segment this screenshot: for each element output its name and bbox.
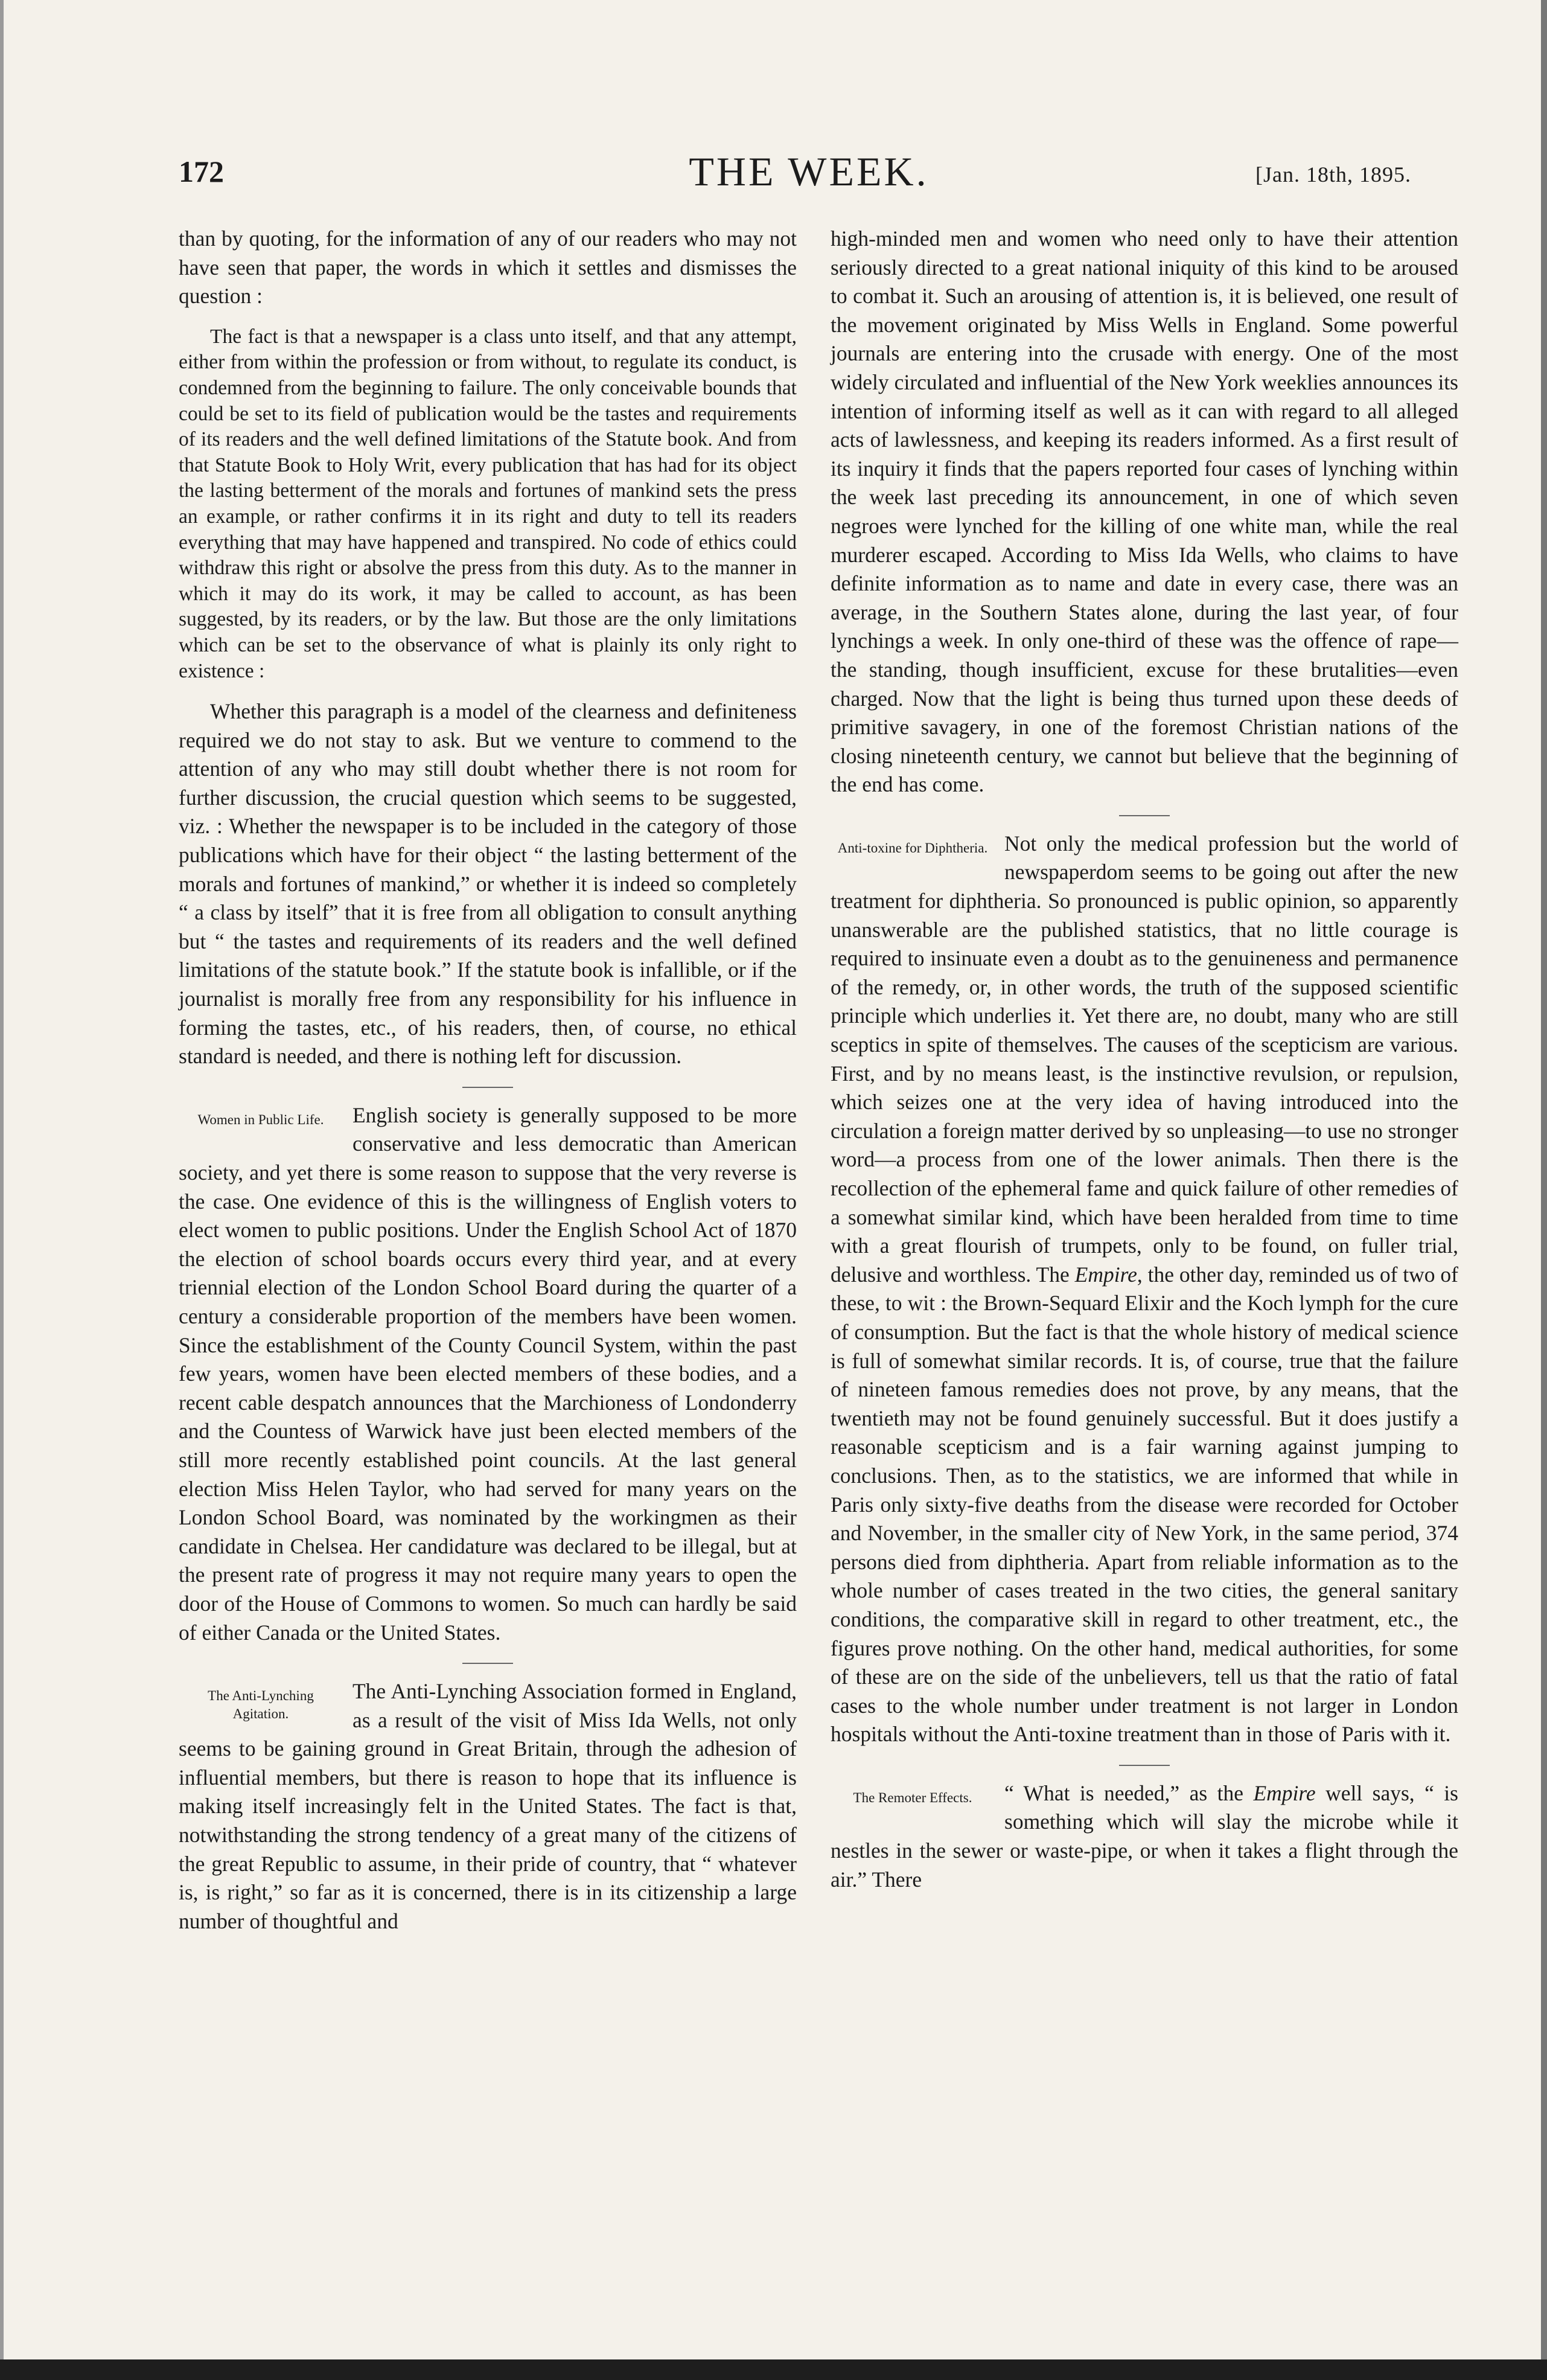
section-divider — [462, 1087, 513, 1088]
masthead-title: THE WEEK. — [689, 149, 929, 194]
section-remoter-effects — [831, 1779, 1458, 1894]
page-edge-bottom — [0, 2359, 1547, 2380]
left-column — [179, 225, 797, 1936]
lynching-continued-paragraph: high-minded men and women who need only to have their attention seriously directed to a great national iniquity of this kind to be aroused to combat it. Such an arousing of attention is, it is believed, one result of the movement originated by Miss Wells in England. Some powerful journals are entering into the crusade with energy. One of the most widely circulated and influential of the New York weeklies announces its intention of informing itself as well as it can with regard to all alleged acts of lawlessness, and keeping its readers informed. As a first result of its inquiry it finds that the papers reported four cases of lynching within the week last preceding its announcement, in one of which seven negroes were lynched for the killing of one white man, while the real murderer escaped. According to Miss Ida Wells, who claims to have definite information as to name and date in every case, there was an average, in the Southern States alone, during the last year, of four lynchings a week. In only one-third of these was the offence of rape—the standing, though insufficient, excuse for these brutalities—even charged. Now that the light is being thus turned upon these deeds of primitive savagery, in one of the foremost Christian nations of the closing nineteenth century, we cannot but believe that the beginning of the end has come. — [831, 226, 1458, 797]
intro-paragraph: than by quoting, for the information of any of our readers who may not have seen that paper, the words in which it settles and dismisses the question : — [179, 226, 797, 309]
side-heading-women: Women in Public Life. — [197, 1112, 324, 1127]
antitoxine-paragraph: Not only the medical profession but the world of newspaperdom seems to be going out after the new treatment for diphtheria. So pronounced is public opinion, so apparently unanswerable are the published statistics, that no little courage is required to insinuate even a doubt as to the genuineness and permanence of the remedy, or, in other words, the truth of the supposed scientific principle which underlies it. Yet there are, no doubt, many who are still sceptics in spite of themselves. The causes of the scepticism are various. First, and by no means least, is the instinctive revulsion, or repulsion, which seizes one at the very idea of having introduced into the circulation a foreign matter derived by so unpleasing—to use no stronger word—a process from one of the lower animals. Then there is the recollection of the ephemeral fame and quick failure of other remedies of a somewhat similar kind, which have been heralded from time to time with a great flourish of trumpets, only to be found, on fuller trial, delusive and worthless. The Empire, the other day, reminded us of two of these, to wit : the Brown-Sequard Elixir and the Koch lymph for the cure of consumption. But the fact is that the whole history of medical science is full of somewhat similar records. It is, of course, true that the failure of nineteen famous remedies does not prove, by any means, that the twentieth may not be found genuinely successful. But it does justify a reasonable scepticism and is a fair warning against jumping to conclusions. Then, as to the statistics, we are informed that while in Paris only sixty-five deaths from the disease were recorded for October and November, in the smaller city of New York, in the same period, 374 persons died from diphtheria. Apart from reliable information as to the whole number of cases treated in the two cities, the general sanitary conditions, the comparative skill in regard to other treatment, etc., the figures prove nothing. On the other hand, medical authorities, for some of these are on the side of the unbelievers, tell us that the ratio of fatal cases to the whole number under treatment is not larger in London hospitals without the Anti-toxine treatment than in those of Paris with it. — [831, 831, 1458, 1747]
side-heading-lynching: The Anti-Lynching Agitation. — [208, 1688, 314, 1722]
issue-date: [Jan. 18th, 1895. — [1255, 162, 1411, 187]
side-heading-antitoxine: Anti-toxine for Diphtheria. — [837, 840, 988, 856]
side-heading-remoter: The Remoter Effects. — [853, 1790, 972, 1805]
women-paragraph: English society is generally supposed to be more conservative and less democratic than American society, and yet there is some reason to suppose that the very reverse is the case. One evidence of this is the willingness of English voters to elect women to public positions. Under the English School Act of 1870 the election of school boards occurs every third year, and at every triennial election of the London School Board during the quarter of a century a considerable proportion of the members have been women. Since the establishment of the County Council System, within the past few years, women have been elected members of these bodies, and a recent cable despatch announces that the Marchioness of Londonderry and the Countess of Warwick have just been elected members of the still more recently established point councils. At the last general election Miss Helen Taylor, who had served for many years on the London School Board, was nominated by the workingmen as their candidate in Chelsea. Her candidature was declared to be illegal, but at the present rate of progress it may not require many years to open the door of the House of Commons to women. So much can hardly be said of either Canada or the United States. — [179, 1102, 797, 1645]
section-divider — [1119, 815, 1170, 816]
section-anti-lynching — [179, 1677, 797, 1936]
page-number: 172 — [179, 155, 224, 188]
section-women-in-public-life — [179, 1101, 797, 1647]
page-edge-right — [1541, 0, 1547, 2380]
right-column — [831, 225, 1458, 1894]
empire-title: Empire — [1074, 1262, 1137, 1287]
quoted-paragraph: The fact is that a newspaper is a class unto itself, and that any attempt, either from within the profession or from without, to regulate its conduct, is condemned from the beginning to failure. The only conceivable bounds that could be set to its field of publication would be the tastes and requirements of its readers and the well defined limitations of the Statute book. And from that Statute Book to Holy Writ, every publication that has had for its object the lasting betterment of the morals and fortunes of mankind sets the press an example, or rather confirms it in its right and duty to tell its readers everything that may have happened and transpired. No code of ethics could withdraw this right or absolve the press from this duty. As to the manner in which it may do its work, it may be called to account, as has been suggested, by its readers, or by the law. But those are the only limitations which can be set to the observance of what is plainly its only right to existence : — [179, 325, 797, 682]
empire-title: Empire — [1253, 1780, 1316, 1805]
section-divider — [462, 1663, 513, 1664]
remoter-paragraph: “ What is needed,” as the Empire well says, “ is something which will slay the microbe while it nestles in the sewer or waste-pipe, or when it takes a flight through the air.” There — [831, 1780, 1458, 1892]
section-anti-toxine — [831, 830, 1458, 1749]
lynching-paragraph: The Anti-Lynching Association formed in England, as a result of the visit of Miss Ida Wells, not only seems to be gaining ground in Great Britain, through the adhesion of influential members, but there is reason to hope that its influence is making itself increasingly felt in the United States. The fact is that, notwithstanding the strong tendency of a great many of the citizens of the great Republic to assume, in their pride of country, that “ whatever is, is right,” so far as it is concerned, there is in its citizenship a large number of thoughtful and — [179, 1679, 797, 1933]
section-divider — [1119, 1765, 1170, 1766]
commentary-paragraph: Whether this paragraph is a model of the clearness and definiteness required we do not stay to ask. But we venture to commend to the attention of any who may still doubt whether there is not room for further discussion, the crucial question which seems to be suggested, viz. : Whether the newspaper is to be included in the category of those publications which have for their object “ the lasting betterment of the morals and fortunes of mankind,” or whether it is indeed so completely “ a class by itself” that it is free from all obligation to consult anything but “ the tastes and requirements of its readers and the well defined limitations of the statute book.” If the statute book is infallible, or if the journalist is morally free from any responsibility for his influence in forming the tastes, etc., of his readers, then, of course, no ethical standard is needed, and there is nothing left for discussion. — [179, 699, 797, 1069]
page-edge-left — [0, 0, 4, 2380]
